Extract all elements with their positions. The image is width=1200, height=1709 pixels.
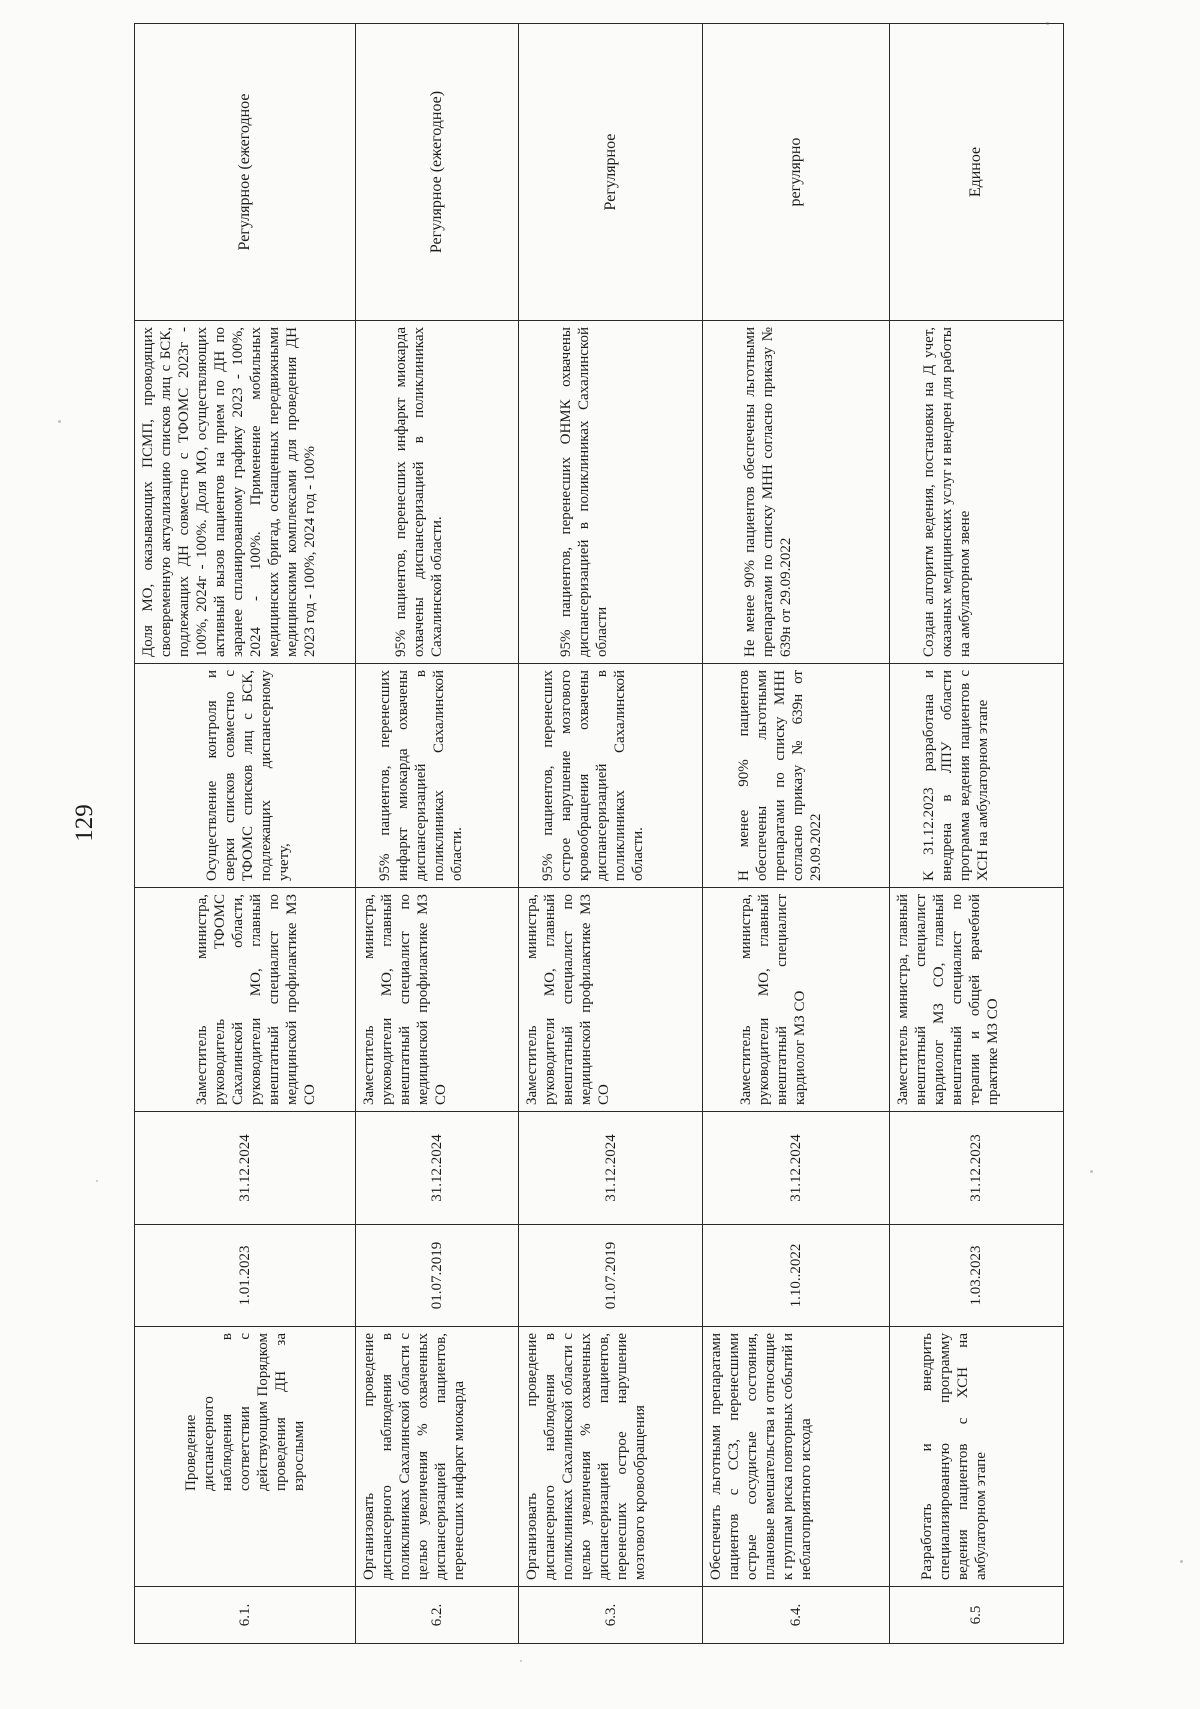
row-number: 6.2.: [355, 1587, 519, 1644]
event-description: Организовать проведение диспансерного наблюдения в поликлиниках Сахалинской области с целью увеличения % охваченных диспансеризацией пациентов, перенесших инфаркт миокарда: [355, 1327, 519, 1587]
table-row: [135, 24, 356, 1644]
responsible-persons: Заместитель министра, руководители МО, главный внештатный специалист по медицинской профилактике МЗ СО: [519, 888, 702, 1112]
scan-speck: [1090, 1170, 1093, 1173]
end-date: 31.12.2023: [889, 1112, 1063, 1225]
target-indicator: Создан алгоритм ведения, постановки на Д учет, оказаных медицинских услуг и внедрен для работы на амбулаторном звене: [889, 321, 1063, 664]
row-number: 6.4.: [702, 1587, 889, 1644]
table-row: [355, 24, 519, 1644]
scan-speck: [96, 1180, 98, 1182]
table-row: [519, 24, 702, 1644]
start-date: 01.07.2019: [355, 1225, 519, 1327]
start-date: 1.01.2023: [135, 1225, 356, 1327]
page-number: 129: [71, 804, 98, 842]
action-plan-table-container: [134, 24, 1064, 1644]
table-row: [889, 24, 1063, 1644]
start-date: 1.03.2023: [889, 1225, 1063, 1327]
expected-result: Н менее 90% пациентов обеспечены льготными препаратами по списку МНН согласно приказу № 639н от 29.09.2022: [702, 664, 889, 888]
event-description: Организовать проведение диспансерного наблюдения в поликлиниках Сахалинской области с целью увеличения % охваченных диспансеризацией пациентов, перенесших острое нарушение мозгового кровообращения: [519, 1327, 702, 1587]
frequency: Регулярное (ежегодное: [135, 24, 356, 321]
table-row: [702, 24, 889, 1644]
end-date: 31.12.2024: [702, 1112, 889, 1225]
expected-result: 95% пациентов, перенесших острое нарушение мозгового кровообращения охвачены диспансеризацией в поликлиниках Сахалинской области.: [519, 664, 702, 888]
action-plan-table: [134, 23, 1064, 1644]
frequency: Единое: [889, 24, 1063, 321]
scan-speck: [1180, 1560, 1183, 1563]
end-date: 31.12.2024: [519, 1112, 702, 1225]
row-number: 6.1.: [135, 1587, 356, 1644]
responsible-persons: Заместитель министра, руководители МО, главный внештатный специалист кардиолог МЗ СО: [702, 888, 889, 1112]
frequency: Регулярное (ежегодное): [355, 24, 519, 321]
target-indicator: Не менее 90% пациентов обеспечены льготными препаратами по списку МНН согласно приказу № 639н от 29.09.2022: [702, 321, 889, 664]
event-description: Обеспечить льготными препаратами пациентов с ССЗ, перенесшими острые сосудистые состояния, плановые вмешательства и относящие к группам риска повторных событий и неблагоприятного исхода: [702, 1327, 889, 1587]
event-description: Проведение диспансерного наблюдения в соответствии с действующим Порядком проведения ДН за взрослыми: [135, 1327, 356, 1587]
expected-result: Осуществление контроля и сверки списков совместно с ТФОМС списков лиц с БСК, подлежащих диспансерному учету,: [135, 664, 356, 888]
row-number: 6.5: [889, 1587, 1063, 1644]
responsible-persons: Заместитель министра, руководитель ТФОМС Сахалинской области, руководители МО, главный внештатный специалист по медицинской профилактике МЗ СО: [135, 888, 356, 1112]
end-date: 31.12.2024: [355, 1112, 519, 1225]
scan-speck: [1046, 22, 1049, 25]
end-date: 31.12.2024: [135, 1112, 356, 1225]
responsible-persons: Заместитель министра, главный внештатный специалист кардиолог МЗ СО, главный внештатный специалист по терапии и общей врачебной практике МЗ СО: [889, 888, 1063, 1112]
expected-result: К 31.12.2023 разработана и внедрена в ЛПУ области программа ведения пациентов с ХСН на амбулаторном этапе: [889, 664, 1063, 888]
target-indicator: 95% пациентов, перенесших ОНМК охвачены диспансеризацией в поликлиниках Сахалинской области: [519, 321, 702, 664]
row-number: 6.3.: [519, 1587, 702, 1644]
target-indicator: Доля МО, оказывающих ПСМП, проводящих своевременную актуализацию списков лиц с БСК, подлежащих ДН совместно с ТФОМС 2023г - 100%, 2024г - 100%. Доля МО, осуществляющих активный вызов пациентов на прием по ДН по заранее спланированному графику 2023 - 100%, 2024 - 100%. Применение мобильных медицинских бригад, оснащенных передвижными медицинскими комплексами для проведения ДН 2023 год - 100%, 2024 год - 100%: [135, 321, 356, 664]
target-indicator: 95% пациентов, перенесших инфаркт миокарда охвачены диспансеризацией в поликлиниках Сахалинской области.: [355, 321, 519, 664]
responsible-persons: Заместитель министра, руководители МО, главный внештатный специалист по медицинской профилактике МЗ СО: [355, 888, 519, 1112]
event-description: Разработать и внедрить специализированную программу ведения пациентов с ХСН на амбулаторном этапе: [889, 1327, 1063, 1587]
start-date: 1.10..2022: [702, 1225, 889, 1327]
scan-speck: [520, 1660, 522, 1662]
expected-result: 95% пациентов, перенесших инфаркт миокарда охвачены диспансеризацией в поликлиниках Сахалинской области.: [355, 664, 519, 888]
start-date: 01.07.2019: [519, 1225, 702, 1327]
frequency: Регулярное: [519, 24, 702, 321]
scan-speck: [58, 420, 61, 423]
frequency: регулярно: [702, 24, 889, 321]
